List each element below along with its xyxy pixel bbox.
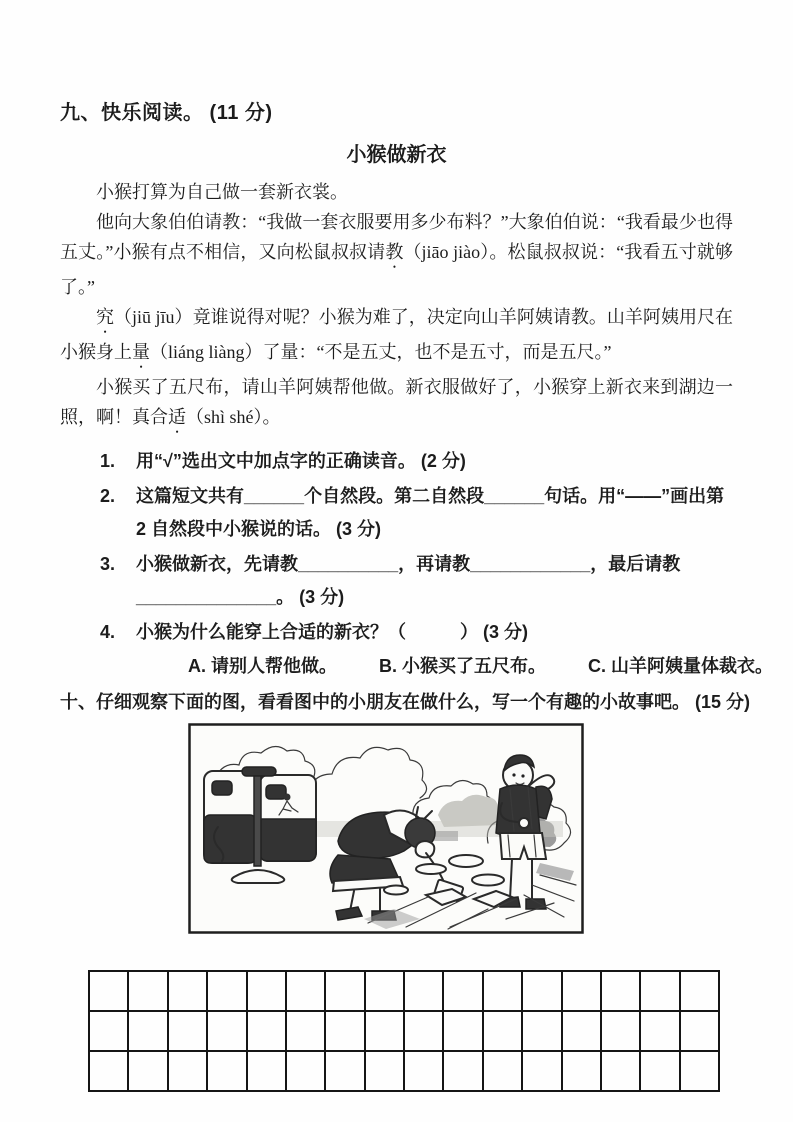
grid-cell: [640, 971, 679, 1011]
grid-cell: [247, 1011, 286, 1051]
grid-cell: [207, 1051, 246, 1091]
grid-cell: [325, 971, 364, 1011]
question-4: [100, 616, 733, 649]
grid-cell: [601, 971, 640, 1011]
grid-cell: [483, 1011, 522, 1051]
grid-cell: [325, 1051, 364, 1091]
question-text: 用“√”选出文中加点字的正确读音。 (2 分): [136, 451, 466, 471]
grid-cell: [89, 971, 128, 1011]
question-4-options: [188, 651, 773, 681]
grid-cell: [483, 1051, 522, 1091]
grid-cell: [168, 1051, 207, 1091]
grid-cell: [680, 1051, 719, 1091]
question-1: [100, 445, 733, 478]
grid-cell: [168, 971, 207, 1011]
grid-cell: [365, 1011, 404, 1051]
grid-cell: [286, 971, 325, 1011]
grid-cell: [286, 1051, 325, 1091]
passage-text: （jiāo jiào）。松鼠叔叔说：“我看五寸就够了。”: [60, 242, 733, 297]
question-text: 小猴做新衣，先请教__________，再请教____________，最后请教______________。 (3 分): [136, 554, 681, 607]
grid-cell: [640, 1051, 679, 1091]
grid-cell: [404, 971, 443, 1011]
grid-cell: [522, 971, 561, 1011]
passage-text: 小猴打算为自己做一套新衣裳。: [96, 182, 348, 202]
option-c: C. 山羊阿姨量体裁衣。: [587, 656, 773, 676]
grid-cell: [89, 1011, 128, 1051]
grid-cell: [601, 1011, 640, 1051]
grid-cell: [404, 1011, 443, 1051]
passage-text: （liáng liàng）了量：“不是五丈，也不是五寸，而是五尺。”: [150, 342, 612, 362]
grid-cell: [128, 1051, 167, 1091]
question-2: [100, 480, 733, 546]
grid-cell: [128, 971, 167, 1011]
passage-paragraph: [60, 207, 733, 302]
question-3: [100, 548, 733, 614]
grid-cell: [640, 1011, 679, 1051]
question-number: 3.: [100, 554, 116, 574]
grid-cell: [443, 1011, 482, 1051]
passage-paragraph: [60, 302, 733, 372]
writing-grid: [88, 970, 720, 1092]
question-number: 2.: [100, 486, 116, 506]
grid-cell: [247, 1051, 286, 1091]
grid-cell: [247, 971, 286, 1011]
question-list: [60, 445, 773, 681]
passage-text: （shì shé）。: [186, 407, 281, 427]
dotted-character: 量: [132, 342, 150, 362]
section-ten-heading: 十、仔细观察下面的图，看看图中的小朋友在做什么，写一个有趣的小故事吧。 (15 分): [60, 692, 751, 712]
grid-cell: [207, 971, 246, 1011]
passage-text: （jiū jīu）竟谁说得对呢？小猴为难了，决定向山羊阿姨请教。山羊阿姨用尺在小猴身上: [60, 307, 733, 362]
grid-cell: [404, 1051, 443, 1091]
grid-cell: [365, 1051, 404, 1091]
passage-title: 小猴做新衣: [346, 144, 447, 166]
grid-cell: [207, 1011, 246, 1051]
grid-cell: [601, 1051, 640, 1091]
section-nine-heading: 九、快乐阅读。 (11 分): [60, 102, 273, 124]
question-text: 小猴为什么能穿上合适的新衣？（ ） (3 分): [136, 622, 528, 642]
grid-cell: [522, 1051, 561, 1091]
grid-cell: [680, 971, 719, 1011]
grid-cell: [483, 971, 522, 1011]
grid-cell: [325, 1011, 364, 1051]
scene-illustration: [188, 723, 584, 934]
dotted-character: 适: [168, 407, 186, 427]
option-b: B. 小猴买了五尺布。: [378, 656, 546, 676]
question-number: 1.: [100, 451, 116, 471]
grid-cell: [128, 1011, 167, 1051]
grid-cell: [286, 1011, 325, 1051]
dotted-character: 教: [385, 242, 404, 262]
question-text: 这篇短文共有______个自然段。第二自然段______句话。用“——”画出第 2 自然段中小猴说的话。 (3 分): [136, 486, 725, 539]
grid-cell: [443, 1051, 482, 1091]
grid-cell: [365, 971, 404, 1011]
grid-cell: [89, 1051, 128, 1091]
passage-text: 小猴买了五尺布，请山羊阿姨帮他做。新衣服做好了，小猴穿上新衣来到湖边一照，啊！真合: [60, 377, 733, 427]
grid-cell: [443, 971, 482, 1011]
grid-cell: [562, 1011, 601, 1051]
passage-paragraph: [60, 372, 733, 437]
passage-text: 他向大象伯伯请教：“我做一套衣服要用多少布料？”大象伯伯说：“我看最少也得五丈。”小猴有点不相信，又向松鼠叔叔请: [60, 212, 733, 262]
grid-cell: [522, 1011, 561, 1051]
grid-cell: [562, 971, 601, 1011]
dotted-character: 究: [96, 307, 115, 327]
question-number: 4.: [100, 622, 116, 642]
grid-cell: [562, 1051, 601, 1091]
grid-cell: [168, 1011, 207, 1051]
option-a: A. 请别人帮他做。: [188, 656, 338, 676]
grid-cell: [680, 1011, 719, 1051]
passage-paragraph: [60, 177, 733, 207]
